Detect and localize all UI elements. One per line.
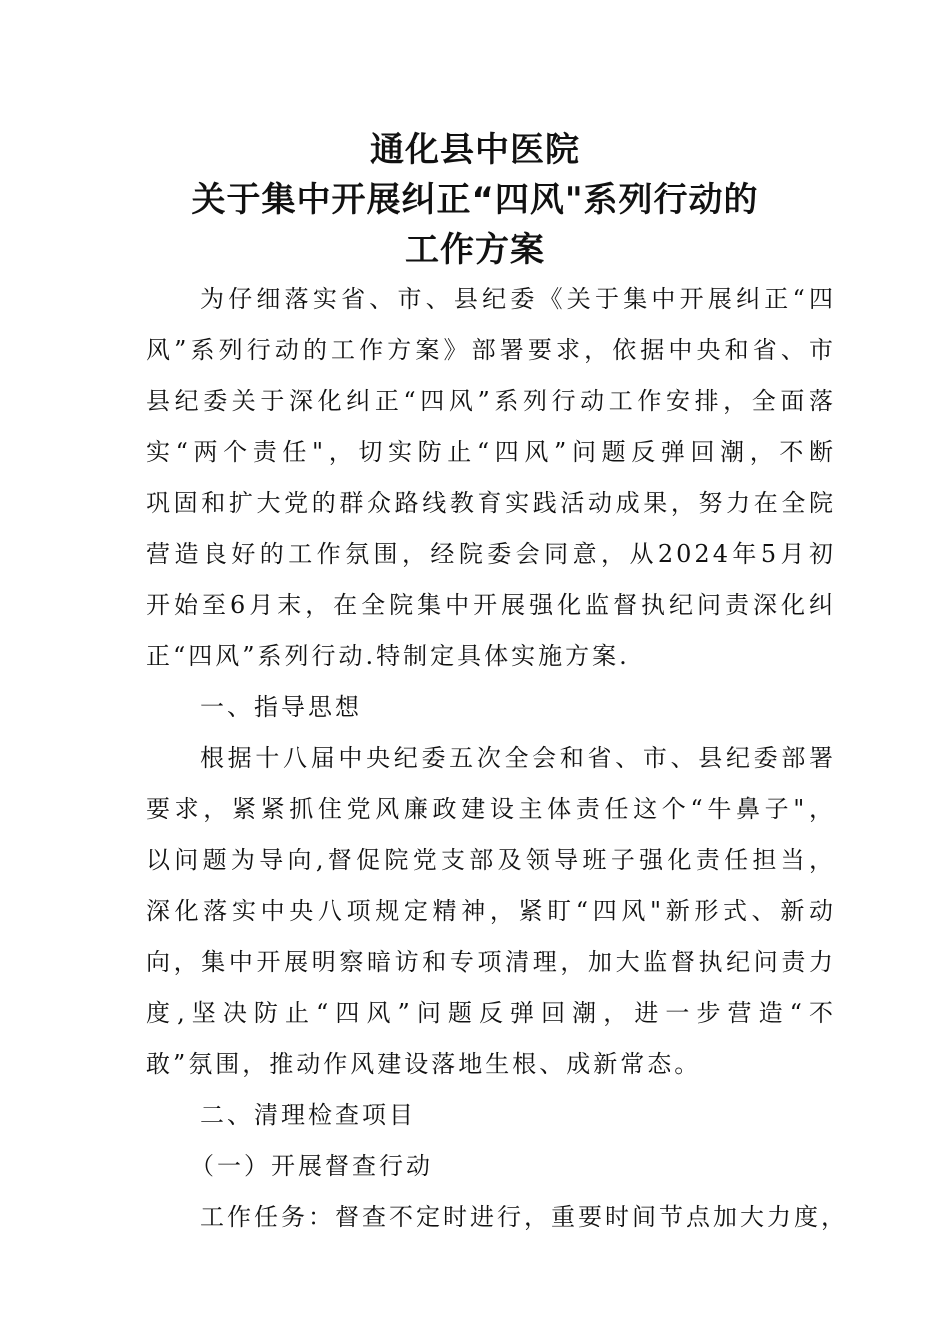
paragraph-line: 工作任务：督查不定时进行，重要时间节点加大力度， [200,1203,848,1231]
section-heading: 一、指导思想 [200,693,362,721]
subsection-heading: （一）开展督查行动 [190,1152,433,1180]
paragraph-line: 度,坚决防止“四风”问题反弹回潮，进一步营造“不 [146,999,836,1027]
paragraph-line: 营造良好的工作氛围，经院委会同意，从2024年5月初 [146,540,836,568]
paragraph-line: 敢”氛围，推动作风建设落地生根、成新常态。 [146,1050,702,1078]
document-title-line-3: 工作方案 [405,230,545,270]
paragraph-line: 实“两个责任"，切实防止“四风”问题反弹回潮，不断 [146,438,836,466]
paragraph-line: 风”系列行动的工作方案》部署要求，依据中央和省、市 [146,336,836,364]
paragraph-line: 深化落实中央八项规定精神，紧盯“四风"新形式、新动 [146,897,836,925]
paragraph-line: 县纪委关于深化纠正“四风”系列行动工作安排，全面落 [146,387,836,415]
paragraph-line: 正“四风”系列行动.特制定具体实施方案. [146,642,630,670]
paragraph-line: 根据十八届中央纪委五次全会和省、市、县纪委部署 [200,744,836,772]
document-title-line-2: 关于集中开展纠正“四风"系列行动的 [191,180,759,220]
paragraph-line: 要求，紧紧抓住党风廉政建设主体责任这个“牛鼻子"， [146,795,836,823]
paragraph-line: 巩固和扩大党的群众路线教育实践活动成果，努力在全院 [146,489,836,517]
paragraph-line: 开始至6月末，在全院集中开展强化监督执纪问责深化纠 [146,591,836,619]
document-title-line-1: 通化县中医院 [370,130,580,170]
paragraph-line: 以问题为导向,督促院党支部及领导班子强化责任担当， [146,846,836,874]
paragraph-line: 向，集中开展明察暗访和专项清理，加大监督执纪问责力 [146,948,836,976]
section-heading: 二、清理检查项目 [200,1101,416,1129]
paragraph-line: 为仔细落实省、市、县纪委《关于集中开展纠正“四 [200,285,836,313]
